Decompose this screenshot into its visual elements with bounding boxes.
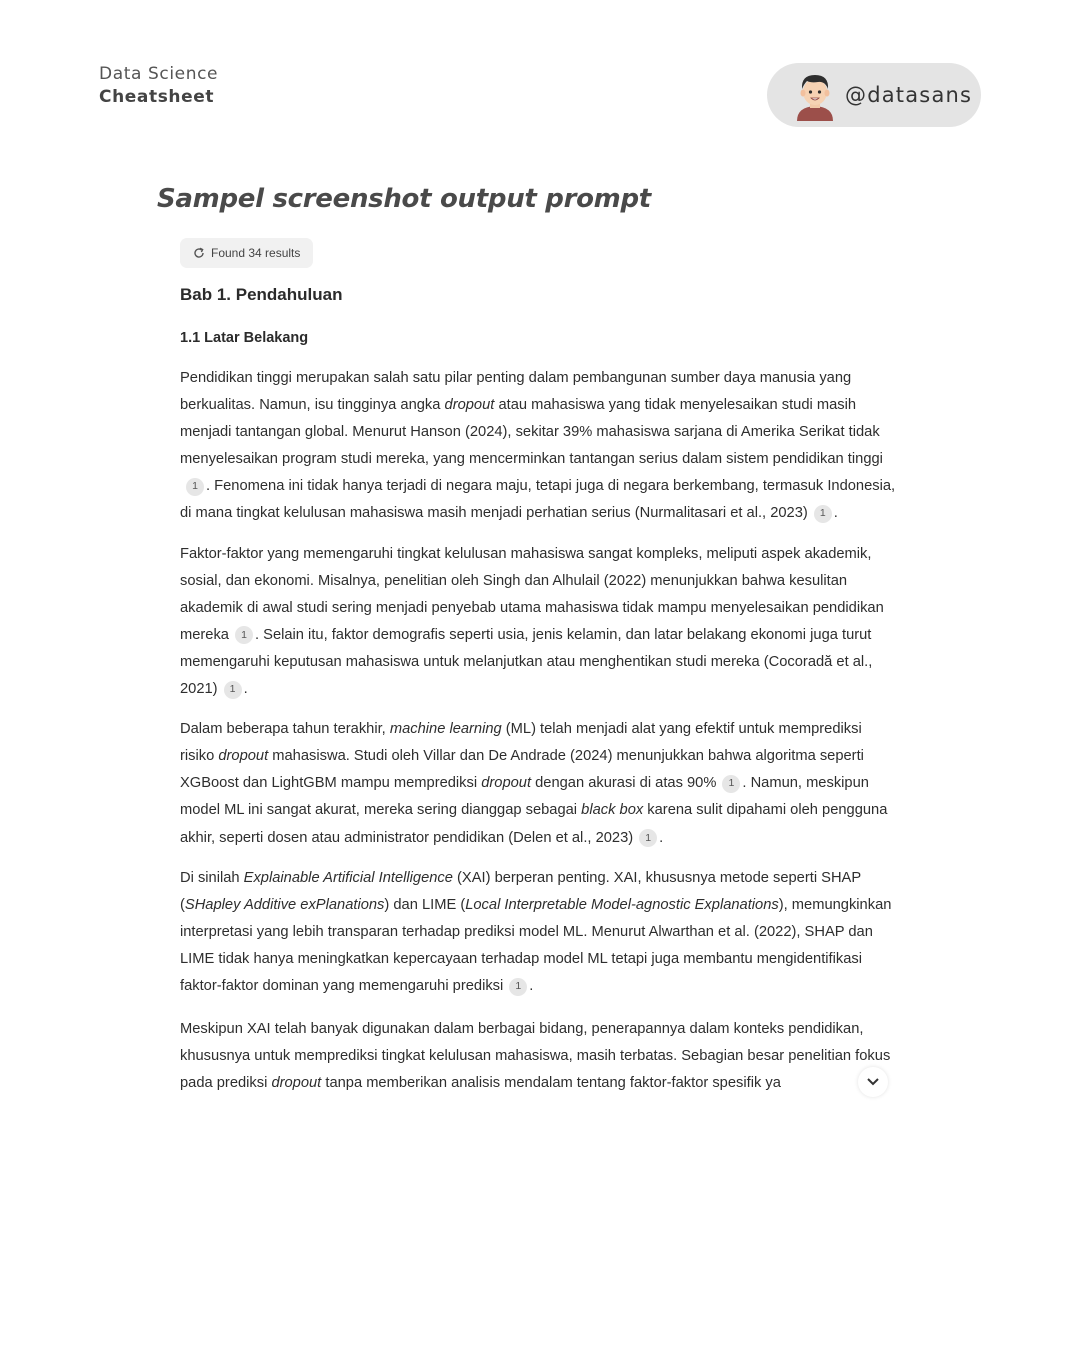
found-results-label: Found 34 results <box>211 246 301 260</box>
text-run: karena sulit dipahami oleh pengguna akhir, seperti dosen atau administrator pendidikan (Delen et al., 2023) <box>180 802 888 846</box>
text-run: Meskipun XAI telah banyak digunakan dalam berbagai bidang, penerapannya dalam konteks pendidikan, khususnya untuk memprediksi tingkat kelulusan mahasiswa, masih terbatas. Sebagian besar penelitian fokus pada prediksi <box>180 1021 891 1092</box>
citation-badge[interactable]: 1 <box>224 681 242 699</box>
text-run: . Namun, meskipun model ML ini sangat akurat, mereka sering dianggap sebagai <box>180 775 869 819</box>
italic-run: machine learning <box>389 721 502 738</box>
text-run: tanpa memberikan analisis mendalam tentang faktor-faktor spesifik ya <box>321 1075 781 1092</box>
citation-badge[interactable]: 1 <box>509 978 527 996</box>
text-run: ), memungkinkan interpretasi yang lebih transparan terhadap prediksi model ML. Menurut Alwarthan et al. (2022), SHAP dan LIME tidak hanya meningkatkan kepercayaan terhadap model ML tetapi juga membantu mengidentifikasi faktor-faktor dominan yang memengaruhi prediksi <box>180 896 892 994</box>
handle-text: @datasans <box>845 83 973 107</box>
found-results-chip[interactable] <box>180 238 313 268</box>
text-run: mahasiswa. Studi oleh Villar dan De Andrade (2024) menunjukkan bahwa algoritma seperti XGBoost dan LightGBM mampu memprediksi <box>180 748 864 792</box>
chapter-heading: Bab 1. Pendahuluan <box>180 285 343 304</box>
text-run: . <box>529 977 534 994</box>
brand-title: Cheatsheet <box>99 87 215 107</box>
citation-badge[interactable]: 1 <box>722 775 740 793</box>
text-run: Di sinilah <box>180 869 244 886</box>
text-run: atau mahasiswa yang tidak menyelesaikan studi masih menjadi tantangan global. Menurut Hanson (2024), sekitar 39% mahasiswa sarjana di Amerika Serikat tidak menyelesaikan program studi mereka, yang mencerminkan tantangan serius dalam sistem pendidikan tinggi <box>180 397 883 468</box>
italic-run: dropout <box>218 748 269 765</box>
citation-badge[interactable]: 1 <box>639 829 657 847</box>
text-run: (ML) telah menjadi alat yang efektif untuk memprediksi risiko <box>180 721 862 765</box>
brand-block <box>99 63 218 109</box>
paragraph-5 <box>180 1016 900 1097</box>
section-heading: 1.1 Latar Belakang <box>180 330 309 346</box>
author-handle-badge <box>767 63 981 127</box>
citation-badge[interactable]: 1 <box>186 478 204 496</box>
avatar-icon <box>791 69 839 121</box>
text-run: . Selain itu, faktor demografis seperti usia, jenis kelamin, dan latar belakang ekonomi juga turut memengaruhi keputusan mahasiswa untuk melanjutkan atau menghentikan studi mereka (Cocoradă et al., 2021) <box>180 626 873 698</box>
text-run: . <box>833 505 838 522</box>
paragraph-1 <box>180 365 900 528</box>
text-run: Dalam beberapa tahun terakhir, <box>180 721 390 738</box>
screenshot-sample <box>180 238 900 1097</box>
italic-run: black box <box>581 802 644 819</box>
refresh-icon <box>193 247 205 259</box>
text-run: . Fenomena ini tidak hanya terjadi di negara maju, tetapi juga di negara berkembang, termasuk Indonesia, di mana tingkat kelulusan mahasiswa masih menjadi perhatian serius (Nurmalitasari et al., 2023) <box>180 478 896 522</box>
citation-badge[interactable]: 1 <box>235 626 253 644</box>
citation-badge[interactable]: 1 <box>814 505 832 523</box>
text-run: . <box>659 829 664 846</box>
italic-run: dropout <box>481 775 532 792</box>
paragraph-2 <box>180 541 900 704</box>
text-run: dengan akurasi di atas 90% <box>531 775 717 792</box>
text-run: . <box>243 681 248 698</box>
italic-run: dropout <box>271 1075 322 1092</box>
chevron-down-icon <box>866 1077 880 1087</box>
italic-run: SHapley Additive exPlanations <box>184 896 385 913</box>
italic-run: Explainable Artificial Intelligence <box>243 869 453 886</box>
italic-run: Local Interpretable Model-agnostic Explanations <box>465 896 779 913</box>
text-run: Pendidikan tinggi merupakan salah satu pilar penting dalam pembangunan sumber daya manusia yang berkualitas. Namun, isu tingginya angka <box>180 370 852 414</box>
text-run: Faktor-faktor yang memengaruhi tingkat kelulusan mahasiswa sangat kompleks, meliputi aspek akademik, sosial, dan ekonomi. Misalnya, penelitian oleh Singh dan Alhulail (2022) menunjukkan bahwa kesulitan akademik di awal studi sering menjadi penyebab utama mahasiswa tidak mampu menyelesaikan pendidikan mereka <box>180 545 884 643</box>
paragraph-4 <box>180 865 900 1000</box>
paragraph-3 <box>180 716 900 851</box>
brand-subtitle: Data Science <box>99 64 219 84</box>
text-run: (XAI) berperan penting. XAI, khususnya metode seperti SHAP ( <box>180 869 861 913</box>
page-title: Sampel screenshot output prompt <box>157 184 651 214</box>
italic-run: dropout <box>444 397 495 414</box>
text-run: ) dan LIME ( <box>384 896 466 913</box>
paragraph-5-wrapper <box>180 1016 900 1097</box>
